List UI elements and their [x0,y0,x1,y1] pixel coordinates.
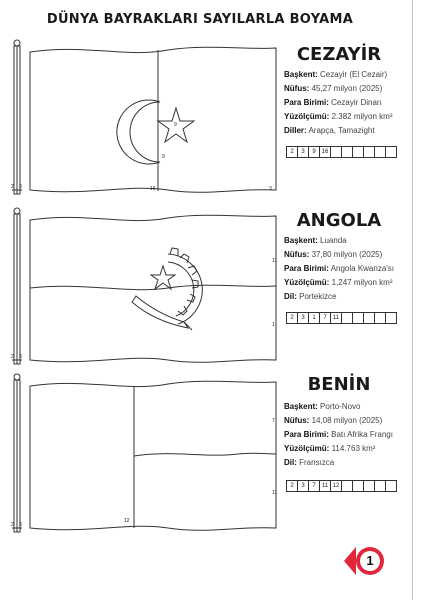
color-code-box [385,480,397,492]
crescent-shape [117,100,160,164]
color-code-box [385,312,397,324]
color-code-box: 3 [297,146,309,158]
angola-flag-drawing [8,206,284,368]
area-label: Yüzölçümü: [284,278,330,287]
color-code-box: 12 [330,480,342,492]
flag-divider-horizontal [134,453,276,456]
area-value: 2.382 milyon km² [331,112,393,121]
star-shape [151,266,175,289]
currency-value: Batı Afrika Frangı [331,430,393,439]
country-info-benin [284,400,414,470]
color-code-boxes-algeria [286,146,396,158]
languages-label: Diller: [284,126,307,135]
languages-value: Fransızca [299,458,335,467]
color-code-box: 3 [297,312,309,324]
languages-label: Dil: [284,458,297,467]
top-area-number: 7 [272,418,275,424]
flag-outline [30,381,276,530]
pole-right-number: 3 [19,522,22,528]
country-name-algeria: CEZAYİR [296,44,382,65]
bottom-area-number: 11 [272,490,278,496]
star-number: 9 [174,122,177,128]
area-label: Yüzölçümü: [284,112,330,121]
pole-finial [14,374,20,380]
page-number-badge [342,541,386,581]
color-code-box: 11 [319,480,331,492]
country-info-angola [284,234,414,304]
languages-value: Arapça, Tamazight [308,126,375,135]
left-area-number: 16 [150,186,156,192]
crescent-number: 9 [162,154,165,160]
population-label: Nüfus: [284,416,310,425]
color-code-box: 16 [319,146,331,158]
bottom-area-number: 1 [272,322,275,328]
currency-label: Para Birimi: [284,430,329,439]
color-code-box: 3 [297,480,309,492]
color-code-box: 2 [286,146,298,158]
capital-value: Luanda [320,236,347,245]
area-value: 114.763 km² [331,444,376,453]
color-code-boxes-benin [286,480,396,492]
pole-finial [14,208,20,214]
color-code-box: 7 [319,312,331,324]
algeria-flag-drawing [8,38,284,198]
top-area-number: 11 [272,258,278,264]
right-area-number: 3 [269,186,272,192]
color-code-box: 1 [308,312,320,324]
pole-right-number: 3 [19,184,22,190]
currency-label: Para Birimi: [284,264,329,273]
capital-value: Porto-Novo [320,402,361,411]
languages-value: Portekizce [299,292,337,301]
pole-finial [14,40,20,46]
country-name-benin: BENİN [307,374,371,395]
left-area-number: 12 [124,518,130,524]
population-value: 45,27 milyon (2025) [311,84,383,93]
color-code-box: 9 [308,146,320,158]
flag-divider [30,285,276,289]
area-label: Yüzölçümü: [284,444,330,453]
currency-value: Cezayir Dinarı [331,98,382,107]
color-code-box: 2 [286,312,298,324]
currency-label: Para Birimi: [284,98,329,107]
pole-left-number: 2 [11,522,14,528]
page-title: DÜNYA BAYRAKLARI SAYILARLA BOYAMA [46,12,354,27]
population-value: 37,80 milyon (2025) [311,250,383,259]
capital-label: Başkent: [284,402,318,411]
color-code-boxes-angola [286,312,396,324]
pole-right-number: 3 [19,354,22,360]
flag-outline [30,215,276,362]
flag-outline [30,47,276,192]
capital-label: Başkent: [284,70,318,79]
color-code-box: 7 [308,480,320,492]
page-number: 1 [366,553,374,568]
population-label: Nüfus: [284,250,310,259]
pole-left-number: 2 [11,354,14,360]
color-code-box: 11 [330,312,342,324]
country-name-angola: ANGOLA [296,210,382,231]
pole-left-number: 2 [11,184,14,190]
area-value: 1,247 milyon km² [331,278,393,287]
color-code-box: 2 [286,480,298,492]
color-code-box [385,146,397,158]
languages-label: Dil: [284,292,297,301]
currency-value: Angola Kwanza'sı [330,264,395,273]
population-label: Nüfus: [284,84,310,93]
capital-value: Cezayir (El Cezair) [320,70,388,79]
benin-flag-drawing [8,372,284,536]
country-info-algeria [284,68,414,138]
population-value: 14,08 milyon (2025) [311,416,383,425]
capital-label: Başkent: [284,236,318,245]
